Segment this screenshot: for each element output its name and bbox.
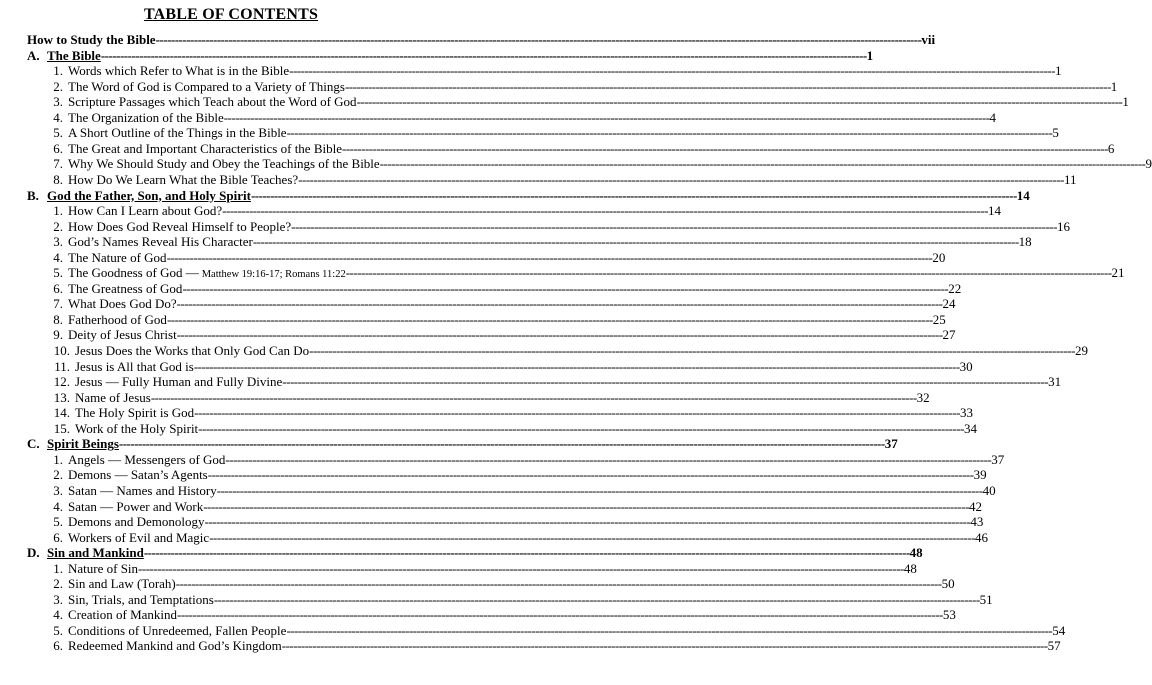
toc-entry-number: 4. <box>53 249 63 265</box>
toc-section-heading <box>27 545 923 561</box>
toc-page-number: 4 <box>989 109 997 125</box>
toc-page-number: 14 <box>987 203 1001 219</box>
toc-entry-label: Spirit Beings <box>47 436 119 452</box>
toc-entry-number: 4. <box>53 607 63 623</box>
toc-leader-dashes: -------------------------------------------------------------------------------------------------------------------------------------------------------------------------------------------------------- <box>194 405 960 421</box>
toc-entry-label: Satan — Power and Work <box>68 498 204 514</box>
toc-entry <box>49 343 1088 359</box>
toc-leader-dashes: -------------------------------------------------------------------------------------------------------------------------------------------------------------------------------------------------------- <box>150 389 917 405</box>
toc-entry-number: 7. <box>53 296 63 312</box>
toc-entry <box>49 125 1059 141</box>
toc-leader-dashes: -------------------------------------------------------------------------------------------------------------------------------------------------------------------------------------------------------- <box>138 560 904 576</box>
toc-entry-label: The Goodness of God — <box>68 265 199 281</box>
toc-leader-dashes: -------------------------------------------------------------------------------------------------------------------------------------------------------------------------------------------------------- <box>225 451 992 467</box>
toc-page-number: 31 <box>1048 374 1062 390</box>
toc-entry <box>49 265 1125 281</box>
toc-leader-dashes: -------------------------------------------------------------------------------------------------------------------------------------------------------------------------------------------------------- <box>286 622 1053 638</box>
toc-entry-number: 5. <box>53 265 63 281</box>
toc-entry-label: Sin and Law (Torah) <box>68 576 176 592</box>
toc-leader-dashes: -------------------------------------------------------------------------------------------------------------------------------------------------------------------------------------------------------- <box>182 280 949 296</box>
toc-entry <box>49 467 987 483</box>
toc-entry-label: How Does God Reveal Himself to People? <box>68 218 292 234</box>
toc-entry <box>49 560 917 577</box>
toc-entry-number: B. <box>27 187 39 203</box>
toc-entry-label: God the Father, Son, and Holy Spirit <box>47 187 251 203</box>
toc-entry-number: 4. <box>53 109 63 125</box>
toc-leader-dashes: -------------------------------------------------------------------------------------------------------------------------------------------------------------------------------------------------------- <box>216 482 983 498</box>
toc-entry-label: Nature of Sin <box>68 560 139 576</box>
toc-entry-number: 2. <box>53 467 63 483</box>
toc-leader-dashes: -------------------------------------------------------------------------------------------------------------------------------------------------------------------------------------------------------- <box>298 171 1064 187</box>
toc-page-number: 40 <box>982 482 996 498</box>
toc-page-number: 16 <box>1056 218 1070 234</box>
toc-page-number: 51 <box>979 591 993 607</box>
toc-entry-label: God’s Names Reveal His Character <box>68 234 253 250</box>
toc-page-number: 50 <box>941 576 955 592</box>
toc-entry <box>49 171 1077 188</box>
toc-entry <box>49 280 962 297</box>
toc-entry-label: Jesus Does the Works that Only God Can Do <box>75 343 310 358</box>
toc-entry-label: What Does God Do? <box>68 296 177 312</box>
toc-entry-label: The Great and Important Characteristics of the Bible <box>68 140 342 156</box>
toc-leader-dashes: -------------------------------------------------------------------------------------------------------------------------------------------------------------------------------------------------------- <box>176 327 943 343</box>
toc-entry-label: The Holy Spirit is God <box>75 405 195 421</box>
toc-entry <box>49 529 989 546</box>
toc-entry-label: Words which Refer to What is in the Bible <box>68 63 290 79</box>
toc-page-number: 29 <box>1074 343 1088 358</box>
toc-leader-dashes: -------------------------------------------------------------------------------------------------------------------------------------------------------------------------------------------------------- <box>289 63 1055 79</box>
toc-entry-number: 1. <box>53 560 63 576</box>
toc-entry-label: Work of the Holy Spirit <box>75 420 199 436</box>
toc-leader-dashes: -------------------------------------------------------------------------------------------------------------------------------------------------------------------------------------------------------- <box>176 296 943 312</box>
toc-entry-number: 6. <box>53 529 63 545</box>
toc-leader-dashes: -------------------------------------------------------------------------------------------------------------------------------------------------------------------------------------------------------- <box>341 140 1108 156</box>
toc-entry <box>49 140 1115 157</box>
toc-entry <box>49 607 956 623</box>
toc-entry <box>49 358 973 375</box>
toc-page-number: 18 <box>1018 234 1032 250</box>
toc-leader-dashes: -------------------------------------------------------------------------------------------------------------------------------------------------------------------------------------------------------- <box>309 343 1075 358</box>
toc-entry <box>49 234 1032 250</box>
toc-leader-dashes: -------------------------------------------------------------------------------------------------------------------------------------------------------------------------------------------------------- <box>209 529 976 545</box>
toc-entry <box>49 622 1066 639</box>
toc-entry <box>49 218 1070 235</box>
toc-entry <box>49 249 946 266</box>
toc-entry <box>49 405 973 421</box>
toc-page-number: 43 <box>970 514 984 530</box>
toc-entry-number: 11. <box>54 358 70 374</box>
toc-entry-number: 6. <box>53 638 63 654</box>
toc-page-number: 57 <box>1047 638 1061 654</box>
toc-page-number: 27 <box>942 327 956 343</box>
toc-leader-dashes: -------------------------------------------------------------------------------------------------------------------------------------------------------------------------------------------------------- <box>291 218 1057 234</box>
toc-leader-dashes: -------------------------------------------------------------------------------------------------------------------------------------------------------------------------------------------------------- <box>222 203 988 219</box>
toc-entry <box>49 203 1001 219</box>
toc-entry-number: A. <box>27 47 40 63</box>
toc-entry-number: 3. <box>53 482 63 498</box>
toc-page-number: 21 <box>1111 265 1125 281</box>
toc-entry-label: Fatherhood of God <box>68 311 167 327</box>
toc-entry-label: A Short Outline of the Things in the Bible <box>68 125 287 141</box>
toc-entry-number: 2. <box>53 218 63 234</box>
toc-leader-dashes: -------------------------------------------------------------------------------------------------------------------------------------------------------------------------------------------------------- <box>252 234 1019 250</box>
toc-entry-number: 3. <box>53 94 63 110</box>
toc-leader-dashes: -------------------------------------------------------------------------------------------------------------------------------------------------------------------------------------------------------- <box>175 576 942 592</box>
toc-entry-number: 3. <box>53 234 63 250</box>
toc-section-heading <box>27 32 936 48</box>
toc-leader-dashes: -------------------------------------------------------------------------------------------------------------------------------------------------------------------------------------------------------- <box>286 125 1053 141</box>
toc-entry-label: The Bible <box>47 47 101 63</box>
toc-entry <box>49 63 1062 79</box>
toc-entry-number: 5. <box>53 622 63 638</box>
toc-entry <box>49 591 993 608</box>
toc-entry-number: 14. <box>53 405 70 421</box>
toc-page-number: 1 <box>866 47 874 63</box>
toc-leader-dashes: -------------------------------------------------------------------------------------------------------------------------------------------------------------------------------------------------------- <box>379 156 1146 172</box>
toc-leader-dashes: -------------------------------------------------------------------------------------------------------------------------------------------------------------------------------------------------------- <box>203 498 970 514</box>
toc-entry-number: 12. <box>53 374 70 390</box>
toc-entry-label: Angels — Messengers of God <box>68 451 226 467</box>
toc-entry <box>49 156 1152 172</box>
toc-page-number: 14 <box>1016 187 1030 203</box>
toc-entry-label: Sin, Trials, and Temptations <box>68 591 214 607</box>
toc-page-number: 5 <box>1052 125 1059 141</box>
toc-entry <box>49 451 1005 468</box>
toc-entry-label: Sin and Mankind <box>47 545 144 561</box>
toc-entry-label: The Greatness of God <box>68 280 183 296</box>
toc-entry <box>49 389 930 406</box>
toc-entry <box>49 498 983 515</box>
toc-page-number: 1 <box>1122 94 1129 110</box>
toc-entry-number: D. <box>27 545 40 561</box>
toc-page-number: 54 <box>1052 622 1066 638</box>
page-title: TABLE OF CONTENTS <box>143 6 319 23</box>
toc-entry <box>49 514 984 530</box>
toc-leader-dashes: -------------------------------------------------------------------------------------------------------------------------------------------------------------------------------------------------------- <box>143 545 910 561</box>
toc-leader-dashes: -------------------------------------------------------------------------------------------------------------------------------------------------------------------------------------------------------- <box>118 436 885 452</box>
toc-entry-number: 10. <box>53 343 70 358</box>
toc-entry-number: 9. <box>53 327 63 343</box>
toc-page-number: vii <box>921 32 936 47</box>
toc-entry-label: The Nature of God <box>68 249 167 265</box>
toc-leader-dashes: -------------------------------------------------------------------------------------------------------------------------------------------------------------------------------------------------------- <box>177 607 943 623</box>
toc-leader-dashes: -------------------------------------------------------------------------------------------------------------------------------------------------------------------------------------------------------- <box>193 358 960 374</box>
toc-entry-number: 4. <box>53 498 63 514</box>
toc-leader-dashes: -------------------------------------------------------------------------------------------------------------------------------------------------------------------------------------------------------- <box>345 265 1112 281</box>
toc-leader-dashes: -------------------------------------------------------------------------------------------------------------------------------------------------------------------------------------------------------- <box>356 94 1123 110</box>
toc-page-number: 37 <box>884 436 898 452</box>
toc-entry-label: Jesus is All that God is <box>75 358 194 374</box>
toc-entry-label: How Can I Learn about God? <box>68 203 223 219</box>
toc-entry-number: 5. <box>53 514 63 530</box>
toc-entry-label: Name of Jesus <box>75 389 151 405</box>
toc-page-number: 1 <box>1110 78 1118 94</box>
toc-entry-label: Conditions of Unredeemed, Fallen People <box>68 622 287 638</box>
toc-page-number: 22 <box>948 280 962 296</box>
toc-leader-dashes: -------------------------------------------------------------------------------------------------------------------------------------------------------------------------------------------------------- <box>198 420 964 436</box>
toc-entry-label: Deity of Jesus Christ <box>68 327 177 343</box>
toc-entry-number: 1. <box>53 451 63 467</box>
toc-page-number: 48 <box>909 545 923 561</box>
toc-leader-dashes: -------------------------------------------------------------------------------------------------------------------------------------------------------------------------------------------------------- <box>213 591 980 607</box>
toc-entry-number: 2. <box>53 78 63 94</box>
toc-entry-number: 1. <box>53 63 63 79</box>
toc-section-heading <box>27 187 1030 204</box>
toc-entry-label: Scripture Passages which Teach about the Word of God <box>68 94 357 110</box>
toc-entry-number: 7. <box>53 156 63 172</box>
toc-page-number: 37 <box>991 451 1005 467</box>
toc-entry <box>49 327 956 343</box>
toc-entry-label: The Organization of the Bible <box>68 109 224 125</box>
toc-entry-label: How to Study the Bible <box>27 32 156 47</box>
toc-entry-number: 2. <box>53 576 63 592</box>
toc-entry-number: 6. <box>53 280 63 296</box>
toc-entry-number: 15. <box>53 420 70 436</box>
toc-entry-label: Jesus — Fully Human and Fully Divine <box>75 374 283 390</box>
toc-leader-dashes: -------------------------------------------------------------------------------------------------------------------------------------------------------------------------------------------------------- <box>282 374 1049 390</box>
toc-entry <box>49 94 1129 110</box>
toc-page-number: 30 <box>959 358 973 374</box>
toc-entry-label: How Do We Learn What the Bible Teaches? <box>68 171 299 187</box>
toc-entry-label: Workers of Evil and Magic <box>68 529 210 545</box>
toc-page-number: 9 <box>1145 156 1152 172</box>
toc-entry <box>49 109 997 126</box>
toc-page-number: 1 <box>1054 63 1062 79</box>
toc-page-number: 39 <box>973 467 987 483</box>
toc-entry <box>49 482 996 499</box>
toc-leader-dashes: -------------------------------------------------------------------------------------------------------------------------------------------------------------------------------------------------------- <box>344 78 1111 94</box>
toc-entry-number: 8. <box>53 171 63 187</box>
toc-entry-label: Redeemed Mankind and God’s Kingdom <box>68 638 282 654</box>
toc-entry <box>49 374 1062 390</box>
toc-section-heading <box>27 436 898 452</box>
toc-page-number: 32 <box>916 389 930 405</box>
toc-leader-dashes: -------------------------------------------------------------------------------------------------------------------------------------------------------------------------------------------------------- <box>207 467 974 483</box>
toc-leader-dashes: -------------------------------------------------------------------------------------------------------------------------------------------------------------------------------------------------------- <box>155 32 922 47</box>
toc-page-number: 24 <box>942 296 956 312</box>
toc-page-number: 34 <box>964 420 977 436</box>
toc-entry <box>49 296 956 312</box>
toc-leader-dashes: -------------------------------------------------------------------------------------------------------------------------------------------------------------------------------------------------------- <box>281 638 1048 654</box>
toc-page-number: 42 <box>969 498 983 514</box>
toc-entry-reference: Matthew 19:16-17; Romans 11:22 <box>201 269 346 281</box>
toc-entry <box>49 311 946 328</box>
toc-entry-number: 5. <box>53 125 63 141</box>
toc-section-heading <box>27 47 874 64</box>
toc-page-number: 33 <box>960 405 973 421</box>
toc-entry <box>49 420 977 437</box>
toc-entry-label: The Word of God is Compared to a Variety of Things <box>68 78 345 94</box>
toc-page-number: 20 <box>932 249 946 265</box>
toc-entry-label: Creation of Mankind <box>68 607 178 623</box>
toc-leader-dashes: -------------------------------------------------------------------------------------------------------------------------------------------------------------------------------------------------------- <box>204 514 971 530</box>
toc-leader-dashes: -------------------------------------------------------------------------------------------------------------------------------------------------------------------------------------------------------- <box>223 109 990 125</box>
toc-page-number: 25 <box>932 311 946 327</box>
toc-entry-label: Demons and Demonology <box>68 514 205 530</box>
toc-page-number: 6 <box>1107 140 1115 156</box>
toc-entry-label: Why We Should Study and Obey the Teachings of the Bible <box>68 156 380 172</box>
toc-page-number: 11 <box>1064 171 1077 187</box>
toc-entry-label: Demons — Satan’s Agents <box>68 467 208 483</box>
toc-page-number: 53 <box>942 607 956 623</box>
toc-leader-dashes: -------------------------------------------------------------------------------------------------------------------------------------------------------------------------------------------------------- <box>100 47 867 63</box>
toc-entry <box>49 638 1061 654</box>
toc-leader-dashes: -------------------------------------------------------------------------------------------------------------------------------------------------------------------------------------------------------- <box>166 311 933 327</box>
toc-leader-dashes: -------------------------------------------------------------------------------------------------------------------------------------------------------------------------------------------------------- <box>250 187 1017 203</box>
toc-entry <box>49 576 955 592</box>
toc-entry <box>49 78 1118 95</box>
toc-page-number: 46 <box>975 529 989 545</box>
toc-page-number: 48 <box>903 560 917 576</box>
toc-leader-dashes: -------------------------------------------------------------------------------------------------------------------------------------------------------------------------------------------------------- <box>166 249 933 265</box>
toc-entry-number: 1. <box>53 203 63 219</box>
toc-entry-number: 3. <box>53 591 63 607</box>
toc-entry-number: 13. <box>53 389 70 405</box>
toc-entry-number: 6. <box>53 140 63 156</box>
toc-entry-label: Satan — Names and History <box>68 482 217 498</box>
toc-entry-number: 8. <box>53 311 63 327</box>
toc-entry-number: C. <box>27 436 40 452</box>
